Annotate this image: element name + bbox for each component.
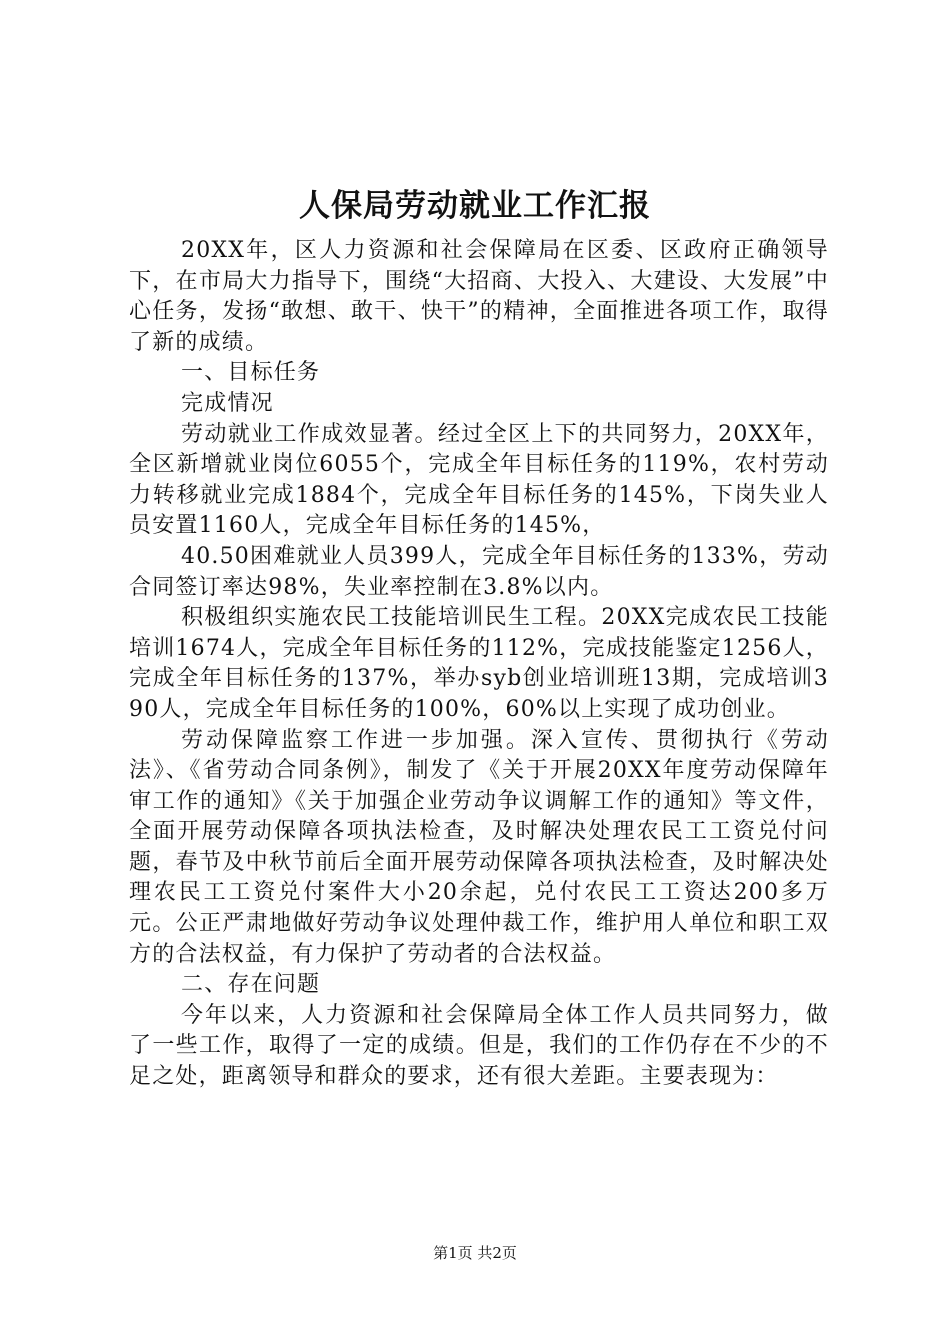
- subheading-completion: 完成情况: [181, 390, 274, 416]
- paragraph-intro: 20XX年，区人力资源和社会保障局在区委、区政府正确领导下，在市局大力指导下，围绕“大招商、大投入、大建设、大发展”中心任务，发扬“敢想、敢干、快干”的精神，全面推进各项工作，取得了新的成绩。: [129, 238, 829, 355]
- document-body: [129, 236, 829, 1093]
- page-number-footer: 第1页 共2页: [433, 1244, 517, 1262]
- paragraph-problems: 今年以来，人力资源和社会保障局全体工作人员共同努力，做了一些工作，取得了一定的成绩。但是，我们的工作仍存在不少的不足之处，距离领导和群众的要求，还有很大差距。主要表现为：: [129, 1002, 829, 1090]
- paragraph-supervision: 劳动保障监察工作进一步加强。深入宣传、贯彻执行《劳动法》、《省劳动合同条例》，制发了《关于开展20XX年度劳动保障年审工作的通知》《关于加强企业劳动争议调解工作的通知》等文件，全面开展劳动保障各项执法检查，及时解决处理农民工工资兑付问题，春节及中秋节前后全面开展劳动保障各项执法检查，及时解决处理农民工工资兑付案件大小20余起，兑付农民工工资达200多万元。公正严肃地做好劳动争议处理仲裁工作，维护用人单位和职工双方的合法权益，有力保护了劳动者的合法权益。: [129, 727, 829, 967]
- paragraph-employment: 劳动就业工作成效显著。经过全区上下的共同努力，20XX年，全区新增就业岗位6055个，完成全年目标任务的119%，农村劳动力转移就业完成1884个，完成全年目标任务的145%，下岗失业人员安置1160人，完成全年目标任务的145%，: [129, 421, 829, 539]
- paragraph-difficult-employment: 40.50困难就业人员399人，完成全年目标任务的133%，劳动合同签订率达98%，失业率控制在3.8%以内。: [129, 543, 829, 600]
- section-heading-goals: 一、目标任务: [181, 360, 321, 386]
- section-heading-problems: 二、存在问题: [181, 972, 321, 998]
- paragraph-training: 积极组织实施农民工技能培训民生工程。20XX完成农民工技能培训1674人，完成全年目标任务的112%，完成技能鉴定1256人，完成全年目标任务的137%，举办syb创业培训班13期，完成培训390人，完成全年目标任务的100%，60%以上实现了成功创业。: [129, 605, 829, 722]
- document-title: 人保局劳动就业工作汇报: [299, 188, 651, 224]
